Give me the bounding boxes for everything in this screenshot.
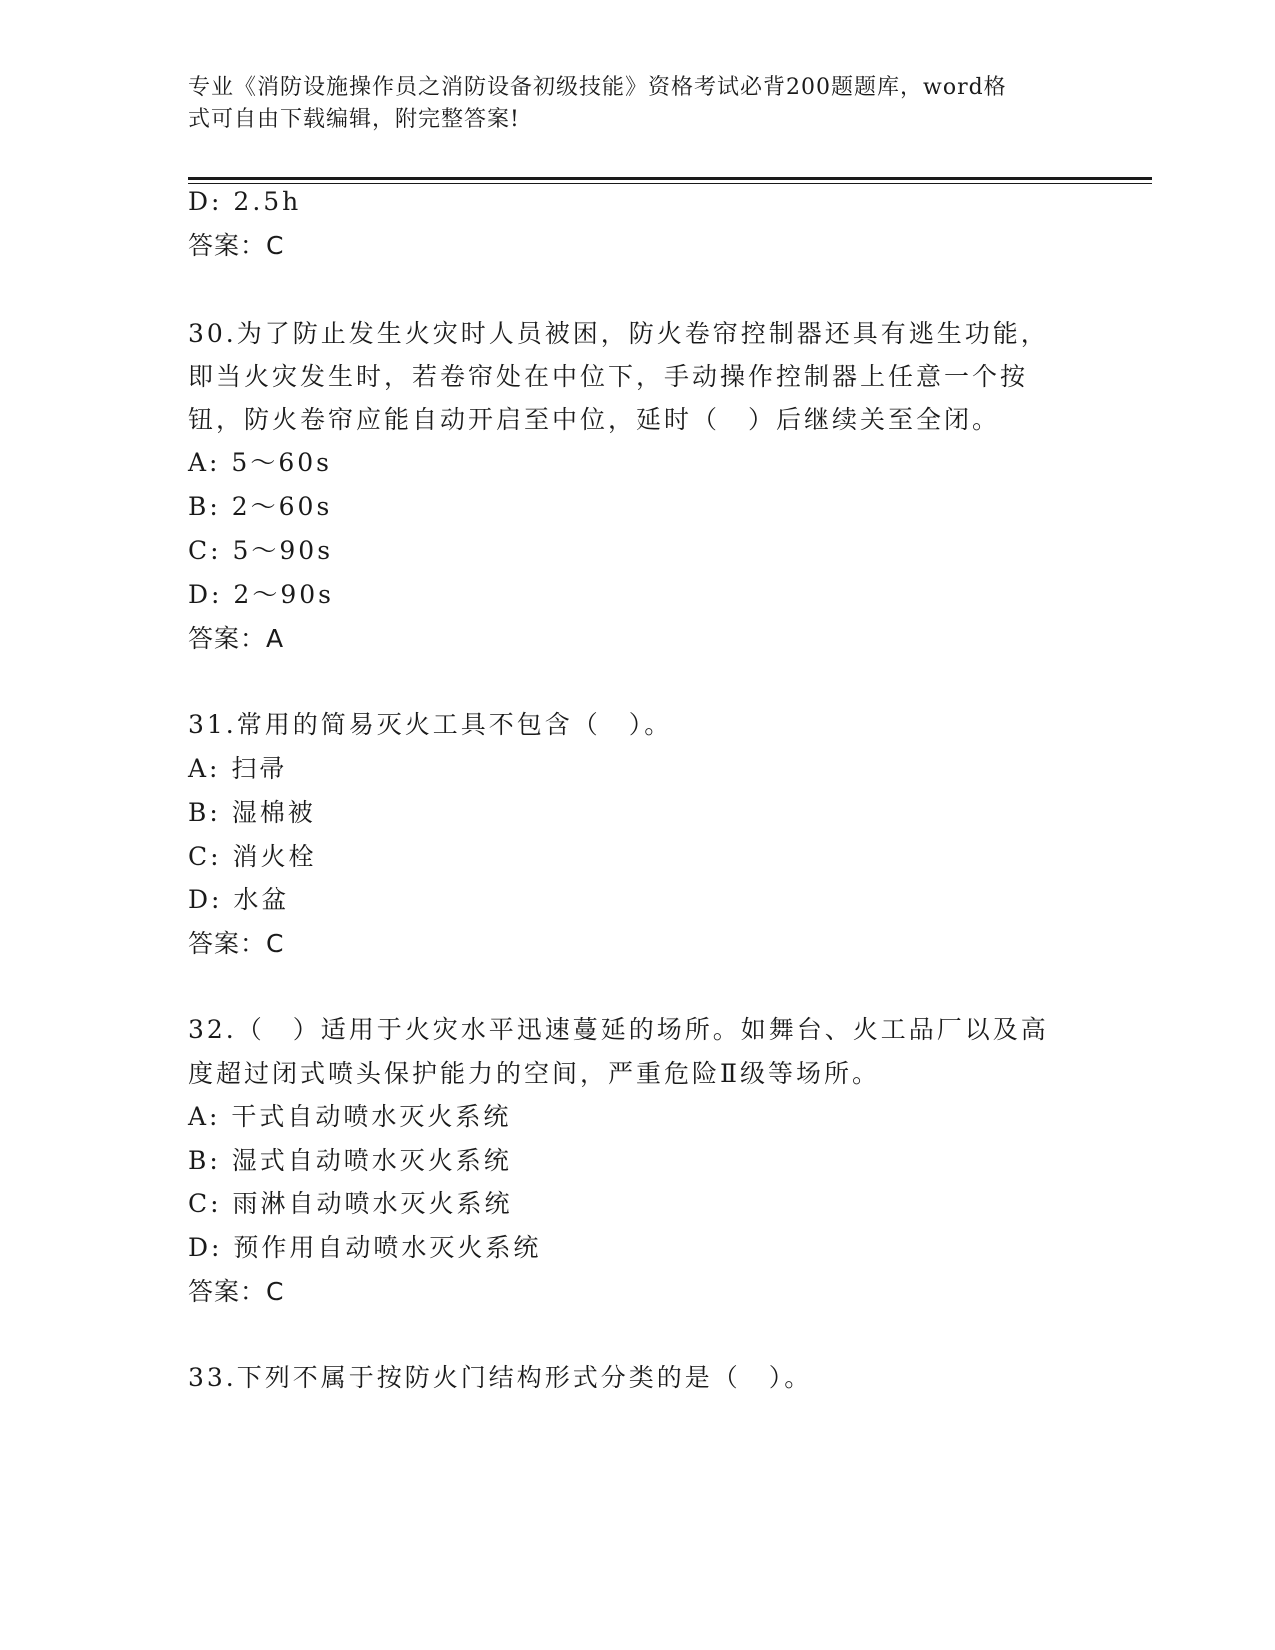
option-line: A: 5～60s bbox=[188, 448, 332, 477]
question-stem-line: 30.为了防止发生火灾时人员被困，防火卷帘控制器还具有逃生功能， bbox=[188, 319, 1049, 348]
header-line-1: 专业《消防设施操作员之消防设备初级技能》资格考试必背200题题库，word格 bbox=[188, 75, 1007, 100]
option-line: C: 5～90s bbox=[188, 536, 334, 565]
question-stem-line: 度超过闭式喷头保护能力的空间，严重危险Ⅱ级等场所。 bbox=[188, 1059, 880, 1088]
option-line: D: 2.5h bbox=[188, 187, 302, 216]
header-divider-thick bbox=[188, 177, 1152, 180]
question-stem-line: 钮，防火卷帘应能自动开启至中位，延时（ ）后继续关至全闭。 bbox=[188, 405, 1001, 434]
option-line: D: 水盆 bbox=[188, 885, 290, 914]
option-line: D: 预作用自动喷水灭火系统 bbox=[188, 1233, 542, 1262]
question-stem-line: 即当火灾发生时，若卷帘处在中位下，手动操作控制器上任意一个按 bbox=[188, 362, 1029, 391]
answer-line: 答案：A bbox=[188, 624, 285, 653]
option-line: D: 2～90s bbox=[188, 580, 334, 609]
header-divider-thin bbox=[188, 183, 1152, 184]
answer-line: 答案：C bbox=[188, 231, 285, 260]
document-header bbox=[188, 72, 1068, 136]
question-stem-line: 33.下列不属于按防火门结构形式分类的是（ ）。 bbox=[188, 1363, 813, 1392]
option-line: A: 扫帚 bbox=[188, 754, 288, 783]
option-line: B: 2～60s bbox=[188, 492, 333, 521]
option-line: C: 雨淋自动喷水灭火系统 bbox=[188, 1189, 513, 1218]
option-line: B: 湿式自动喷水灭火系统 bbox=[188, 1146, 512, 1175]
question-stem-line: 31.常用的简易灭火工具不包含（ ）。 bbox=[188, 710, 673, 739]
question-stem-line: 32.（ ）适用于火灾水平迅速蔓延的场所。如舞台、火工品厂以及高 bbox=[188, 1015, 1049, 1044]
option-line: A: 干式自动喷水灭火系统 bbox=[188, 1102, 512, 1131]
option-line: C: 消火栓 bbox=[188, 842, 317, 871]
answer-line: 答案：C bbox=[188, 1277, 285, 1306]
option-line: B: 湿棉被 bbox=[188, 798, 316, 827]
header-line-2: 式可自由下载编辑，附完整答案! bbox=[188, 107, 520, 132]
answer-line: 答案：C bbox=[188, 929, 285, 958]
